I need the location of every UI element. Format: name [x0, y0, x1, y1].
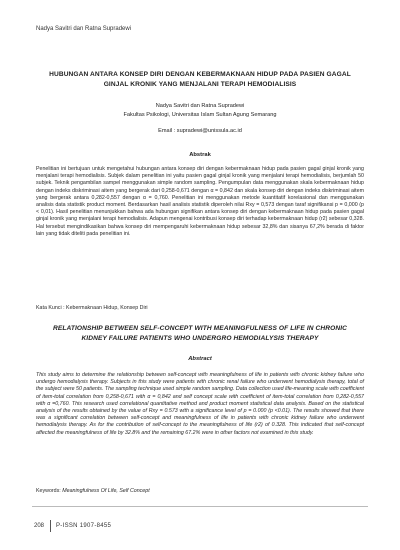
author-email: Email : supradewi@unissula.ac.id [158, 128, 242, 134]
keywords-label: Keywords: [36, 488, 61, 494]
title-english-block [40, 324, 360, 344]
page-number: 208 [34, 523, 45, 529]
issn-number: P-ISSN 1907-8455 [56, 523, 112, 529]
author-names: Nadya Savitri dan Ratna Supradewi [155, 103, 245, 109]
abstrak-heading: Abstrak [189, 152, 211, 158]
abstract-heading: Abstract [188, 356, 212, 362]
keywords-values: Meaningfulness Of Life, Self Concept [62, 488, 150, 494]
author-affiliation: Fakultas Psikologi, Universitas Islam Sultan Agung Semarang [123, 112, 277, 118]
abstrak-paragraph: Penelitian ini bertujuan untuk mengetahui hubungan antara konsep diri dengan kebermaknaan hidup pada pasien gagal ginjal kronik yang menjalani terapi hemodialisis. Subjek dalam penelitian ini yaitu pasien gagal ginjal kronik yang menjalani terapi hemodialisis, berjumlah 50 subjek. Teknik pengambilan sampel menggunakan simple random sampling. Pengumpulan data menggunakan skala kebermaknaan hidup dengan indeks diskriminasi aitem yang bergerak dari 0,258-0,671 dengan α = 0,842 dan skala konsep diri dengan indeks diskriminasi aitem yang bergerak antara 0,282-0,557 dengan α = 0,760. Penelitian ini menggunakan metode kuantitatif korelasional dan menggunakan analisis data statistik product moment. Berdasarkan hasil analisis statistik diperoleh nilai Rxy = 0,573 dengan taraf signifikansi p = 0,000 (p < 0,01). Hasil penelitian menunjukkan bahwa ada hubungan signifikan antara konsep diri dengan kebermaknaan hidup pada pasien gagal ginjal kronik yang menjalani terapi hemodialisis. Adapun mengenai kontribusi konsep diri terhadap kebermaknaan hidup (r2) sebesar 0,328. Hal tersebut mengindikasikan bahwa konsep diri mempengaruhi kebermaknaan hidup sebesar 32,8% dan sisanya 67,2% berada di faktor lain yang tidak diteliti pada penelitian ini. [36, 166, 364, 237]
keywords-line [36, 488, 150, 494]
abstract-paragraph: This study aims to determine the relationship between self-concept with meaningfulness of life in patients with chronic kidney failure who undergo hemodialysis therapy. Subjects in this study were patients with chronic renal failure who underwent hemodialysis therapy, total of the subject were 50 patients. The sampling technique used simple random sampling. Data collection used life-meaning scale with coefficient of item-total correlation from 0,258-0,671 with α = 0,842 and self concept scale with coefficient of item-total correlation from 0,282-0,557 with α =0,760. This research used correlational quantitative method and product moment statistical data analysis. Based on the statistical analysis of the results obtained by the value of Rxy = 0.573 with a significance level of p = 0.000 (p <0.01). The results showed that there was a significant correlation between self-concept and meaningfulness of life in patients with chronic kidney failure who underwent hemodialysis therapy. As for the contribution of self-concept to the meaningfulness of life (r2) of 0.328. This indicated that self-concept affected the meaningfulness of life by 32.8% and the remaining 67.2% were in other factors not examined in this study. [36, 372, 364, 436]
footer-divider [32, 506, 368, 507]
running-head: Nadya Savitri dan Ratna Supradewi [36, 26, 132, 32]
footer-separator [50, 520, 51, 532]
kata-kunci-line: Kata Kunci : Kebermaknaan Hidup, Konsep Diri [36, 305, 148, 311]
article-title-english: RELATIONSHIP BETWEEN SELF-CONCEPT WITH MEANINGFULNESS OF LIFE IN CHRONIC KIDNEY FAILURE PATIENTS WHO UNDERGRO HEMODIALYSIS THERAPY [52, 325, 348, 342]
title-indonesian-block [40, 70, 360, 90]
article-title-indonesian: HUBUNGAN ANTARA KONSEP DIRI DENGAN KEBERMAKNAAN HIDUP PADA PASIEN GAGAL GINJAL KRONIK YANG MENJALANI TERAPI HEMODIALISIS [49, 71, 351, 88]
author-block [40, 102, 360, 120]
